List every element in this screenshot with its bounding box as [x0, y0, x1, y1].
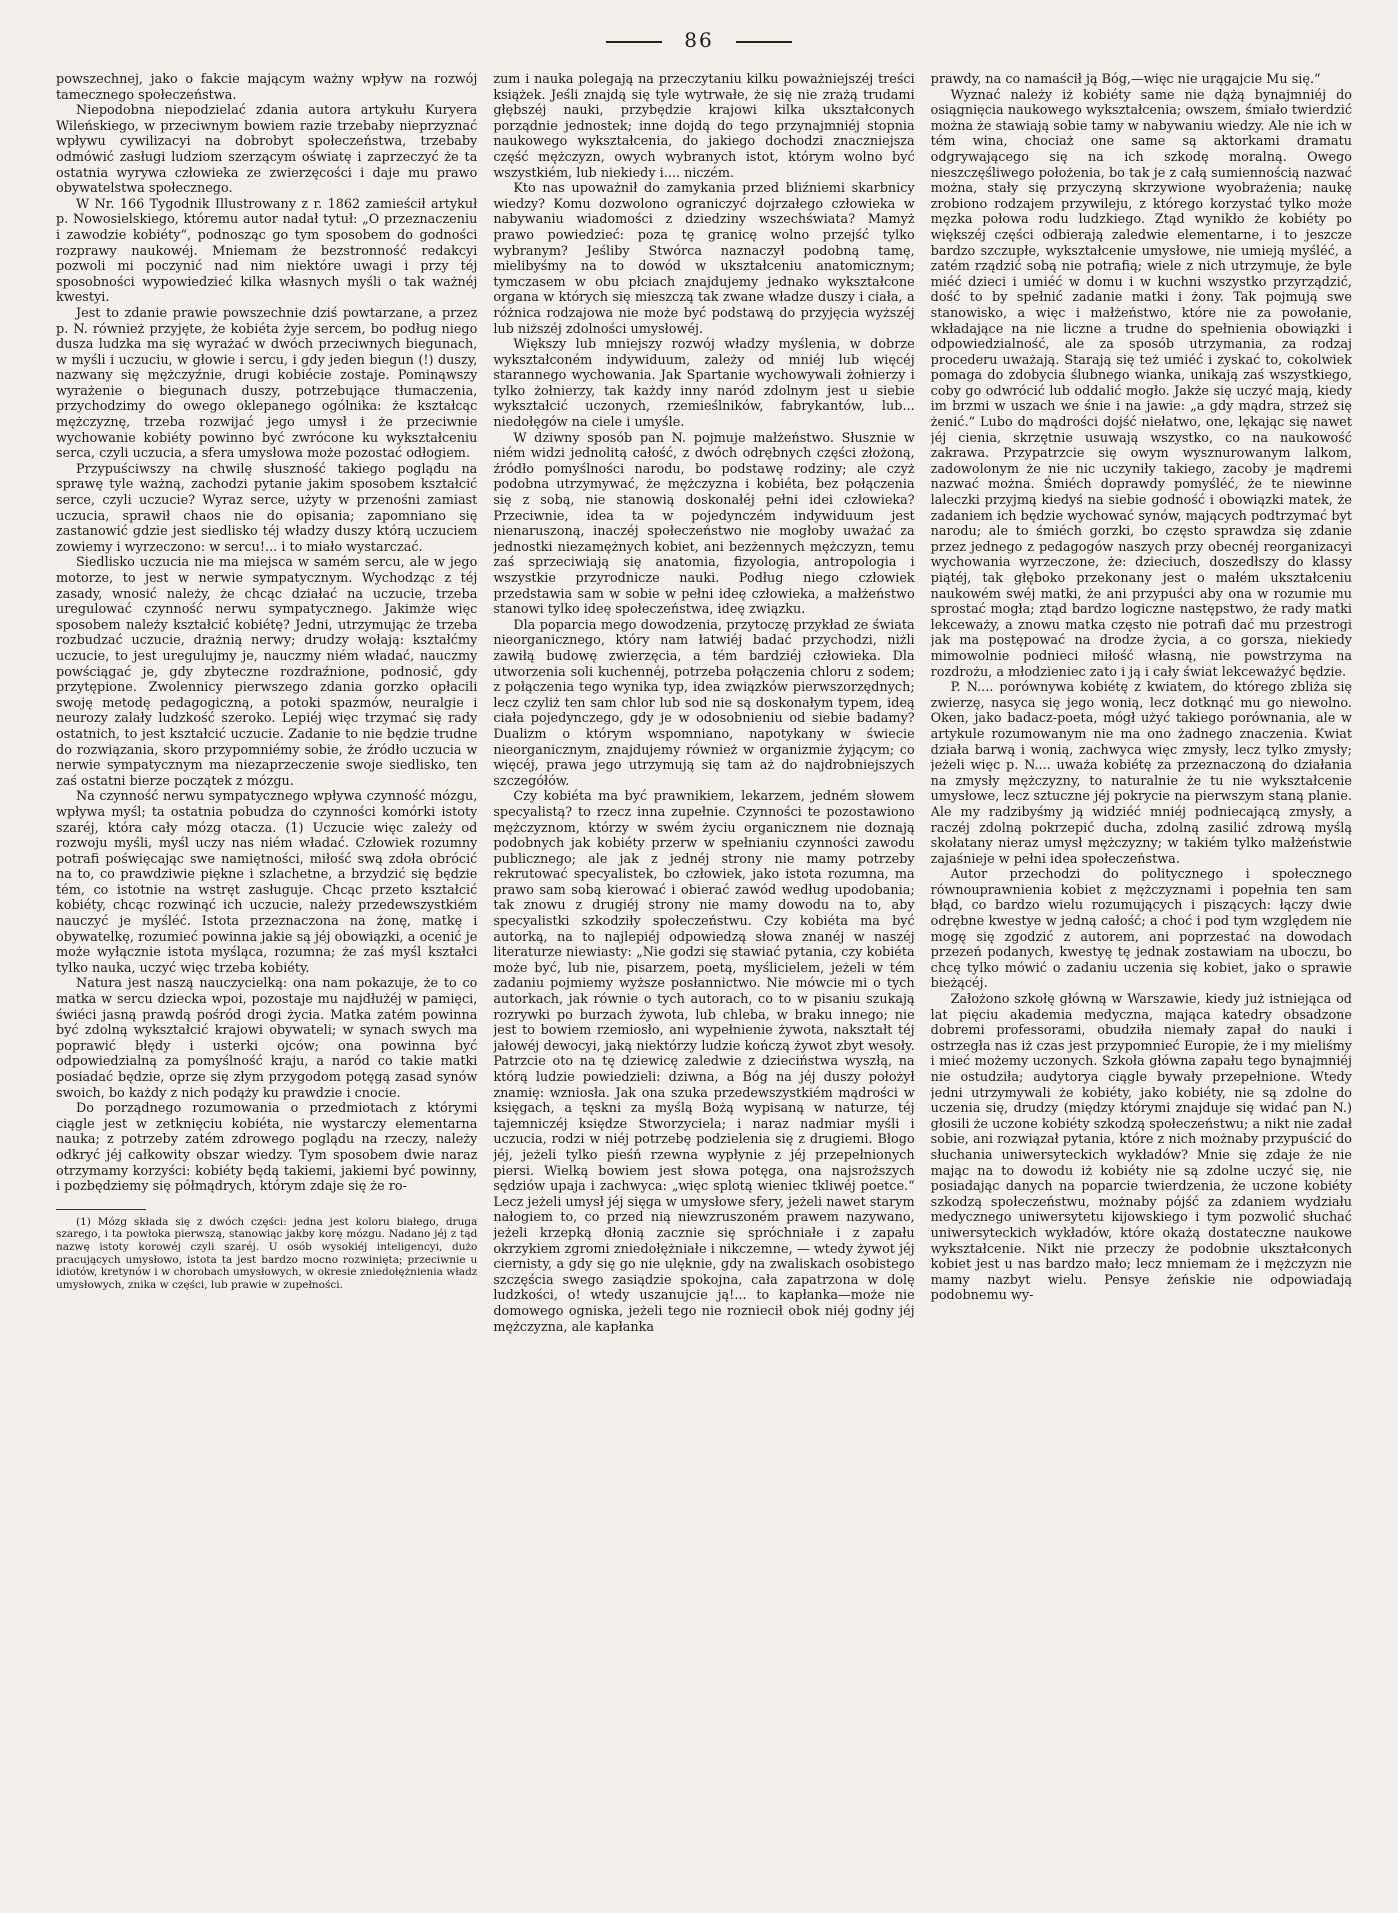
paragraph: powszechnej, jako o fakcie mającym ważny wpływ na rozwój tamecznego społeczeństwa. — [56, 72, 478, 103]
paragraph: Siedlisko uczucia nie ma miejsca w samém sercu, ale w jego motorze, to jest w nerwie sympatycznym. Wychodząc z téj zasady, wnosić należy, że chcąc działać na uczucie, trzeba uregulować czynność nerwu sympatycznego. Jakimże więc sposobem należy kształcić kobiétę? Jedni, utrzymując że trzeba rozbudzać uczucie, drażnią nerwy; drudzy wołają: kształćmy uczucie, to jest uregulujmy je, nauczmy niém władać, nauczmy powściągać je, gdy zbyteczne rozdraźnione, podnosić, gdy przytępione. Zwolennicy pierwszego zdania gorzko opłacili swoję metodę pedagogiczną, a potoki spazmów, neuralgie i neurozy zalały ludzkość szeroko. Lepiéj więc trzymać się rady ostatnich, to jest kształcić uczucie. Zadanie to nie będzie trudne do rozwiązania, skoro przypomniémy sobie, że źródło uczucia w nerwie sympatycznym ma niezaprzeczenie swoje siedlisko, ten zaś ostatni bierze początek z mózgu. — [56, 555, 478, 789]
text-columns — [56, 72, 1352, 1882]
paragraph: Niepodobna niepodzielać zdania autora artykułu Kuryera Wileńskiego, w przeciwnym bowiem razie trzebaby nieprzyznać wpływu cywilizacyi na dobrobyt społeczeństwa, trzebaby odmówić zasługi ludziom szerzącym oświatę i zaprzeczyć że ta ostatnia wyrywa człowieka ze zwierzęcości i daje mu prawo obywatelstwa społecznego. — [56, 103, 478, 197]
paragraph: Jest to zdanie prawie powszechnie dziś powtarzane, a przez p. N. również przyjęte, że kobiéta żyje sercem, bo podług niego dusza ludzka ma się wyrażać w dwóch przeciwnych biegunach, w myśli i uczuciu, w głowie i sercu, i gdy jeden biegun (!) duszy, nazwany się mężczyźnie, drugi kobiécie zostaje. Pominąwszy wyrażenie o biegunach duszy, potrzebujące tłumaczenia, przychodzimy do owego oklepanego ogólnika: że kształcąc mężczyznę, trzeba rozwijać jego umysł i że przeciwnie wychowanie kobiéty powinno być zwrócone ku wykształceniu serca, czyli uczucia, a sfera umysłowa może pozostać odłogiem. — [56, 305, 478, 462]
paragraph: Natura jest naszą nauczycielką: ona nam pokazuje, że to co matka w sercu dziecka wpoi, pozostaje mu najdłużéj w pamięci, świéci jasną prawdą pośród drogi życia. Matka zatém powinna być zdolną wykształcić krajowi obywateli; w synach swych ma poprawić błędy i usterki ojców; ona powinna być odpowiedzialną za pomyślność kraju, a naród co takie matki posiadać będzie, oprze się złym przygodom potęgą zasad synów swoich, bo każdy z nich podąży ku prawdzie i cnocie. — [56, 976, 478, 1101]
paragraph: Dla poparcia mego dowodzenia, przytoczę przykład ze świata nieorganicznego, który nam łatwiéj badać przychodzi, niżli zawiłą budowę zwierzęcia, a tém bardziéj człowieka. Dla utworzenia soli kuchennéj, potrzeba połączenia chloru z sodem; z połączenia tego wynika typ, idea związków pierwszorzędnych; lecz czyliż ten sam chlor lub sod nie są doskonałym typem, ideą ciała pojedynczego, gdy je w odosobnieniu od siebie badamy? Dualizm o którym wspomniano, napotykany w świecie nieorganicznym, znajdujemy również w organizmie żyjącym; co więcéj, prawa jego utrzymują się tam aż do najdrobniejszych szczegółów. — [493, 617, 915, 789]
paragraph: W Nr. 166 Tygodnik Illustrowany z r. 1862 zamieścił artykuł p. Nowosielskiego, któremu autor nadał tytuł: „O przeznaczeniu i zawodzie kobiéty“, podnosząc go tym sposobem do godności rozprawy naukowéj. Mniemam że bezstronność redakcyi pozwoli mi poczynić nad nim niektóre uwagi i przy téj sposobności wypowiedzieć kilka własnych myśli o tak ważnéj kwestyi. — [56, 196, 478, 306]
paragraph: Autor przechodzi do politycznego i społecznego równouprawnienia kobiet z mężczyznami i popełnia ten sam błąd, co bardzo wielu rozumujących i piszących: łączy dwie odrębne kwestye w jedną całość; a choć i pod tym względem nie mogę się zgodzić z autorem, ani poprzestać na dowodach przezeń podanych, kwestyę tę jednak zostawiam na uboczu, bo chcę tylko mówić o zadaniu uczenia się kobiet, jako o sprawie bieżącéj. — [930, 867, 1352, 992]
paragraph: Do porządnego rozumowania o przedmiotach z którymi ciągle jest w zetknięciu kobiéta, nie wystarczy elementarna nauka; z potrzeby zatém zdrowego poglądu na rzeczy, należy odkryć jéj całkowity obszar wiedzy. Tym sposobem dwie naraz otrzymamy korzyści: kobiéty będą takiemi, jakiemi być powinny, i pozbędziemy się półmądrych, którym zdaje się że ro- — [56, 1101, 478, 1195]
paragraph: Czy kobiéta ma być prawnikiem, lekarzem, jedném słowem specyalistą? to rzecz inna zupełnie. Czynności te pozostawiono mężczyznom, którzy w swém życiu organicznem nie doznają podobnych jak kobiéty przerw w spełnianiu czynności zawodu publicznego; ale jak z jednéj strony nie mamy potrzeby rekrutować specyalistek, bo człowiek, jako istota rozumna, ma prawo sam sobą kierować i obierać zawód według upodobania; tak znowu z drugiéj strony nie mamy dowodu na to, aby specyalistki szkodziły społeczeństwu. Czy kobiéta ma być autorką, na to najlepiéj odpowiedzą słowa znanéj w naszéj literaturze niewiasty: „Nie godzi się stawiać pytania, czy kobiéta może być, lub nie, pisarzem, poetą, myślicielem, jeżeli w tém zadaniu pojmiemy wyższe posłannictwo. Nie mówcie mi o tych autorkach, jak równie o tych autorach, co to w pisaniu szukają rozrywki po burzach żywota, lub chleba, w braku innego; nie jest to bowiem rzemiosło, ani wypełnienie żywota, nakształt téj jałowéj dewocyi, jaką niektórzy ludzie kończą żywot zbyt wesoły. Patrzcie oto na tę dziewicę zaledwie z dzieciństwa wyszłą, na którą ludzie powiedzieli: dziwna, a Bóg na jéj duszy położył znamię: wzniosła. Jak ona szuka przedewszystkiém mądrości w księgach, a tęskni za myślą Bożą wypisaną w naturze, téj tajemniczéj księdze Stworzyciela; i naraz nadmiar myśli i uczucia, rodzi w niéj potrzebę podzielenia się z drugiemi. Błogo jéj, jeżeli tylko pieśń rzewna wypłynie z jéj przepełnionych piersi. Wielką bowiem jest słowa potęga, ona najsroższych sędziów upaja i zachwyca: „więc splotą wieniec tkliwéj poetce.“ Lecz jeżeli umysł jéj sięga w umysłowe sfery, jeżeli nawet starym nałogiem to, co przed nią niewzruszoném prawem nazywano, jeżeli krzepką dłonią zacznie się spróchniałe i z zapału okrzykiem zgromi zniedołężniałe i nikczemne, — wtedy żywot jéj ciernisty, a gdy się go nie ulęknie, gdy na zwaliskach osobistego szczęścia swego zasiądzie spokojna, cała zapatrzona w dolę ludzkości, o! wtedy uszanujcie ją!... to kapłanka—może nie domowego ogniska, jeżeli tego nie rozniecił obok niéj godny jéj mężczyzna, ale kapłanka — [493, 789, 915, 1335]
column-middle — [493, 72, 914, 1882]
paragraph: W dziwny sposób pan N. pojmuje małżeństwo. Słusznie w niém widzi jednolitą całość, z dwóch odrębnych części złożoną, źródło pomyślności narodu, bo podstawę rodziny; ale czyż podobna utrzymywać, że mężczyzna i kobiéta, bez połączenia się z sobą, nie stanowią doskonałéj pełni idei człowieka? Przeciwnie, idea ta w pojedynczém indywiduum jest nienaruszoną, inaczéj społeczeństwo nie mogłoby uważać za jednostki niezamężnych kobiet, ani bezżennych mężczyzn, temu zaś sprzeciwiają się anatomia, fizyologia, antropologia i wszystkie przyrodnicze nauki. Podług niego człowiek przedstawia sam w sobie w pełni ideę człowieka, a małżeństwo stanowi tylko ideę społeczeństwa, ideę związku. — [493, 430, 915, 618]
paragraph: Na czynność nerwu sympatycznego wpływa czynność mózgu, wpływa myśl; ta ostatnia pobudza do czynności komórki istoty szaréj, która cały mózg otacza. (1) Uczucie więc zależy od rozwoju myśli, myśl uczy nas niém władać. Człowiek rozumny potrafi poświęcając swe namiętności, miłość swą zdoła obrócić na to, co prawdziwie piękne i szlachetne, a brzydzić się będzie tém, co istotnie na wstręt zasługuje. Chcąc przeto kształcić kobiéty, chcąc rozwinąć ich uczucie, należy przedewszystkiém nauczyć je myśléć. Istota przeznaczona na żonę, matkę i obywatelkę, rozumieć powinna jakie są jéj obowiązki, a ocenić je może wyłącznie istota myśląca, rozumna; że zaś myśl kształci tylko nauka, uczyć więc trzeba kobiéty. — [56, 789, 478, 976]
paragraph: Większy lub mniejszy rozwój władzy myślenia, w dobrze wykształconém indywiduum, zależy od mniéj lub więcéj starannego wychowania. Jak Spartanie wychowywali żołnierzy i tylko żołnierzy, tak każdy inny naród zdolnym jest u siebie wykształcić uczonych, rzemieślników, fabrykantów, lub... niedołęgów na ciele i umyśle. — [493, 337, 915, 431]
header-rule-left — [606, 41, 662, 43]
footnote-rule — [56, 1209, 146, 1210]
column-left — [56, 72, 477, 1882]
paragraph: prawdy, na co namaścił ją Bóg,—więc nie urągajcie Mu się.“ — [930, 72, 1321, 87]
header-rule-right — [736, 41, 792, 43]
column-right — [931, 72, 1352, 1882]
paragraph: zum i nauka polegają na przeczytaniu kilku poważniejszéj treści książek. Jeśli znajdą się tyle wytrwałe, że się nie zrażą trudami głębszéj nauki, przybędzie krajowi kilka ukształconych porządnie jednostek; inne dojdą do tego przynajmniéj stopnia naukowego wykształcenia, do jakiego dochodzi znaczniejsza część mężczyzn, owych wybranych istot, którym wolno być wszystkiém, lub niekiedy i.... niczém. — [493, 72, 915, 181]
page-header — [0, 28, 1398, 52]
page-number: 86 — [684, 28, 714, 52]
paragraph: Wyznać należy iż kobiéty same nie dążą bynajmniéj do osiągnięcia naukowego wykształcenia; owszem, śmiało twierdzić można że stawiają sobie tamy w nabywaniu wiedzy. Ale nie ich w tém wina, chociaż one same są aktorkami dramatu odgrywającego się na ich szkodę moralną. Owego nieszczęśliwego położenia, bo tak je z całą sumiennością nazwać można, stały się przyczyną skrzywione wyobrażenia; naukę zrobiono rodzajem przywileju, z którego korzystać tylko może męzka połowa rodu ludzkiego. Ztąd wynikło że kobiéty po większéj części odbierają zaledwie elementarne, i to jeszcze bardzo szczupłe, wykształcenie umysłowe, nie umieją myśléć, a zatém rządzić sobą nie potrafią; wiele z nich utrzymuje, że byle miéć dzieci i umiéć w domu i w kuchni wszystko przyrządzić, dość to by spełnić zadanie matki i żony. Tak pojmują swe stanowisko, a więc i małżeństwo, które nie za powołanie, wkładające na nie liczne a trudne do spełnienia obowiązki i odpowiedzialność, ale za sposób utrzymania, za rodzaj procederu uważają. Starają się też umiéć i zyskać to, cokolwiek pomaga do zdobycia ślubnego wianka, unikają zaś wszystkiego, coby go odwrócić lub oddalić mogło. Jakże się uczyć mają, kiedy im brzmi w uszach we śnie i na jawie: „a gdy mądra, strzeż się żenić.“ Lubo do mądrości dojść niełatwo, one, lękając się nawet jéj cienia, skrzętnie usuwają wszystko, co na naukowość zakrawa. Przypatrzcie się owym wysznurowanym lalkom, zadowolonym że nie nic uczyniły takiego, zacoby je mądremi nazwać można. Śmiéch doprawdy pomyśléć, że te niewinne laleczki przyjmą kiedyś na siebie godność i obowiązki matek, że zadaniem ich będzie wychować synów, mających podtrzymać byt narodu; ale to śmiéch gorzki, bo często sprawdza się zdanie przez jednego z pedagogów naszych przy obecnéj reorganizacyi wychowania wyrzeczone, że: dzieciuch, doszedłszy do klassy piątéj, tak głęboko przekonany jest o małém ukształceniu naukowém swéj matki, że ani przypuści aby ona w rozumie mu sprostać mogła; ztąd bardzo logiczne następstwo, że rady matki lekceważy, a znowu matka często nie potrafi dać mu przestrogi jak ma postępować na drodze życia, a co gorsza, niekiedy mimowolnie podnieci miłość własną, nie powstrzyma na rozdrożu, a młodzieniec zato i ją i cały świat lekceważyć będzie. — [930, 87, 1352, 680]
paragraph: Założono szkołę główną w Warszawie, kiedy już istniejąca od lat pięciu akademia medyczna, mająca katedry obsadzone dobremi professorami, obudziła niemały zapał do nauki i ostrzegła nas iż czas jest przypomnieć Europie, że i my mieliśmy i mieć możemy uczonych. Szkoła główna zapału tego bynajmniéj nie ostudziła; audytorya ciągle bywały przepełnione. Wtedy jedni utrzymywali że kobiéty, jako kobiéty, nie są zdolne do uczenia się, drudzy (między którymi znajduje się widać pan N.) głosili że uczone kobiéty szkodzą społeczeństwu; a nikt nie zadał sobie, ani rozwiązał pytania, które z nich możnaby przypuścić do słuchania uniwersyteckich wykładów? Mnie się zdaje że nie mając na to dowodu iż kobiéty nie są zdolne uczyć się, nie posiadając danych na poparcie twierdzenia, że uczone kobiéty szkodzą społeczeństwu, możnaby pójść za zdaniem wydziału medycznego uniwersytetu kijowskiego i tym pozwolić słuchać uniwersyteckich wykładów, które okażą dostateczne naukowe wykształcenie. Nikt nie przeczy że podobnie ukształconych kobiet jest u nas bardzo mało; lecz mniemam że i mężczyzn nie mamy nazbyt wielu. Pensye żeńskie nie odpowiadają podobnemu wy- — [930, 992, 1352, 1304]
paragraph: Kto nas upoważnił do zamykania przed bliźniemi skarbnicy wiedzy? Komu dozwolono ograniczyć dojrzałego człowieka w nabywaniu wiadomości z dziedziny wszechświata? Mamyż prawo powiedzieć: poza tę granicę wolno przejść tylko wybranym? Jeśliby Stwórca naznaczył podobną tamę, mielibyśmy na to dowód w ukształceniu anatomicznym; tymczasem w obu płciach znajdujemy jednako wykształcone organa w których się mieszczą tak zwane władze duszy i ciała, a różnica rodzajowa nie może być podstawą do przyjęcia wyższéj lub niższéj zdolności umysłowéj. — [493, 181, 915, 337]
paragraph: Przypuściwszy na chwilę słuszność takiego poglądu na sprawę tyle ważną, zachodzi pytanie jakim sposobem kształcić serce, czyli uczucie? Wyraz serce, użyty w przenośni zamiast uczucia, sprawił chaos nie do opisania; zapomniano się zastanowić gdzie jest siedlisko téj władzy duszy którą uczuciem zowiemy i wyrzeczono: w sercu!... i to miało wystarczać. — [56, 461, 478, 555]
footnote: (1) Mózg składa się z dwóch części: jedna jest koloru białego, druga szarego, i ta powłoka pierwszą, stanowiąc jakby korę mózgu. Nadano jéj z tąd nazwę istoty korowéj czyli szaréj. U osób wysokiéj inteligencyi, dużo pracujących umysłowo, istota ta jest bardzo mocno rozwinięta; przeciwnie u idiotów, kretynów i w chorobach umysłowych, w okresie zniedołężnienia władz umysłowych, znika w części, lub prawie w zupełności. — [56, 1215, 478, 1291]
paragraph: P. N.... porównywa kobiétę z kwiatem, do którego zbliża się zwierzę, nasyca się jego wonią, lecz dotknąć mu go niewolno. Oken, jako badacz-poeta, mógł użyć takiego porównania, ale w artykule rozumowanym nie ma ono żadnego znaczenia. Kwiat działa barwą i wonią, zachwyca więc zmysły, lecz tylko zmysły; jeżeli więc p. N.... uważa kobiétę za przeznaczoną do działania na zmysły mężczyzny, to naturalnie że tu nie wykształcenie umysłowe, lecz sztuczne jéj pokrycie na pierwszym staną planie. Ale my radzibyśmy ją widziéć mniéj podniecającą zmysły, a raczéj zdolną pokrzepić ducha, zdolną zasilić zdrową myślą skołatany nieraz umysł mężczyzny; w takiém tylko małżeństwie zajaśnieje w pełni idea społeczeństwa. — [930, 680, 1352, 867]
